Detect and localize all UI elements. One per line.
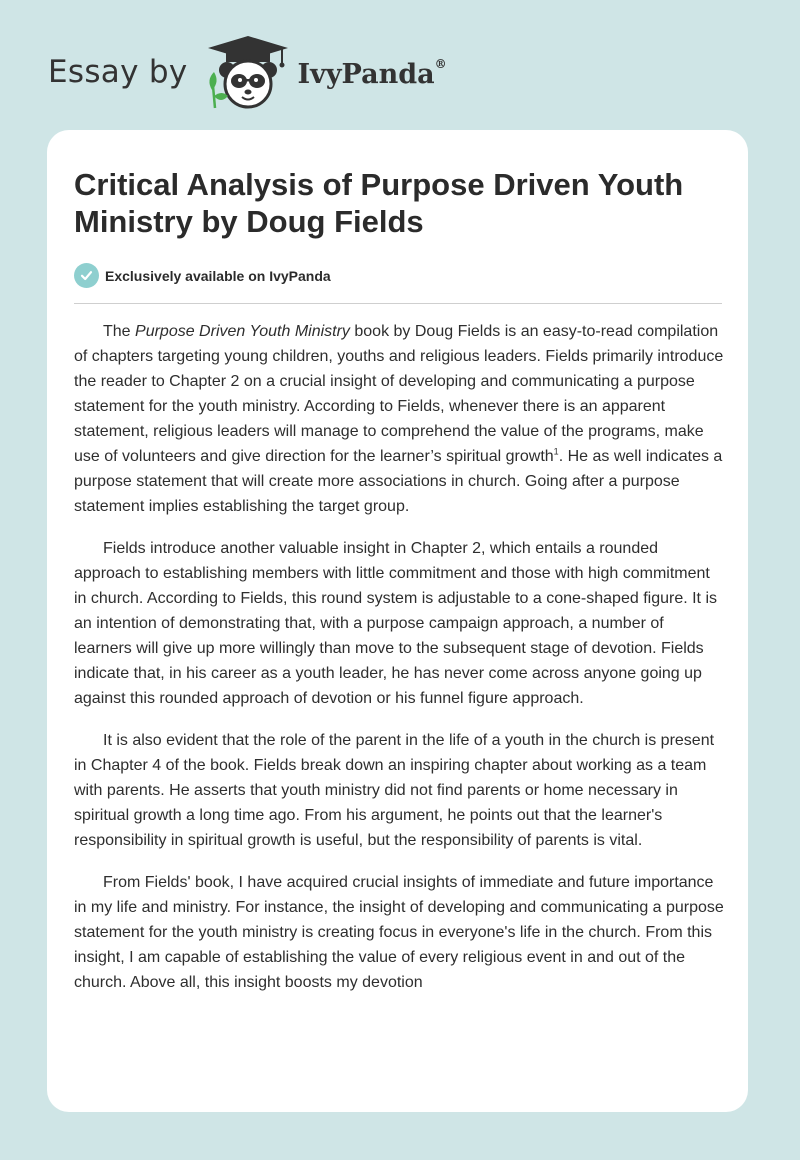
paragraph-1: The Purpose Driven Youth Ministry book by Doug Fields is an easy-to-read compilation of chapters targeting young children, youths and religious leaders. Fields primarily introduce the reader to Chapter 2 on a crucial insight of developing and communicating a purpose statement for the youth ministry. According to Fields, whenever there is an apparent statement, religious leaders will manage to comprehend the value of the programs, make use of volunteers and give direction for the learner’s spiritual growth$^1$. He as well indicates a purpose statement that will create more associations in church. Going after a purpose statement implies establishing the target group. xyxy=(74,323,724,515)
divider xyxy=(74,303,722,304)
book-title: Purpose Driven Youth Ministry xyxy=(135,323,350,340)
essay-card xyxy=(47,130,748,1112)
brand-name[interactable]: IvyPanda® xyxy=(297,56,447,90)
exclusive-badge xyxy=(74,263,331,288)
page-title: Critical Analysis of Purpose Driven Youth Ministry by Doug Fields xyxy=(74,167,684,239)
site-header xyxy=(48,34,447,110)
badge-label: Exclusively available on IvyPanda xyxy=(105,267,331,284)
footnote-ref[interactable]: 1 xyxy=(553,446,559,457)
brand-prefix: Essay by xyxy=(48,54,188,90)
paragraph-4: From Fields' book, I have acquired crucial insights of immediate and future importance in my life and ministry. For instance, the insight of developing and communicating a purpose statement for the youth ministry is creating focus in everyone's life in the church. From this insight, I am capable of establishing the value of every religious event in and out of the church. Above all, this insight boosts my devotion xyxy=(74,874,724,991)
registered-mark: ® xyxy=(434,56,447,71)
essay-body xyxy=(74,319,724,1012)
paragraph-3: It is also evident that the role of the parent in the life of a youth in the church is present in Chapter 4 of the book. Fields break down an inspiring chapter about working as a team with parents. He asserts that youth ministry did not find parents or home necessary in spiritual growth a long time ago. From his argument, he points out that the learner's responsibility in spiritual growth is useful, but the responsibility of parents is vital. xyxy=(74,732,715,849)
panda-logo-icon[interactable] xyxy=(202,34,294,110)
paragraph-2: Fields introduce another valuable insight in Chapter 2, which entails a rounded approach to establishing members with little commitment and those with high commitment in church. According to Fields, this round system is adjustable to a cone-shaped figure. It is an intention of demonstrating that, with a purpose campaign approach, a number of learners will give up more willingly than move to the subsequent stage of devotion. Fields indicate that, in his career as a youth leader, he has never come across anyone going up against this rounded approach of devotion or his funnel figure approach. xyxy=(74,540,717,707)
check-icon xyxy=(74,263,99,288)
